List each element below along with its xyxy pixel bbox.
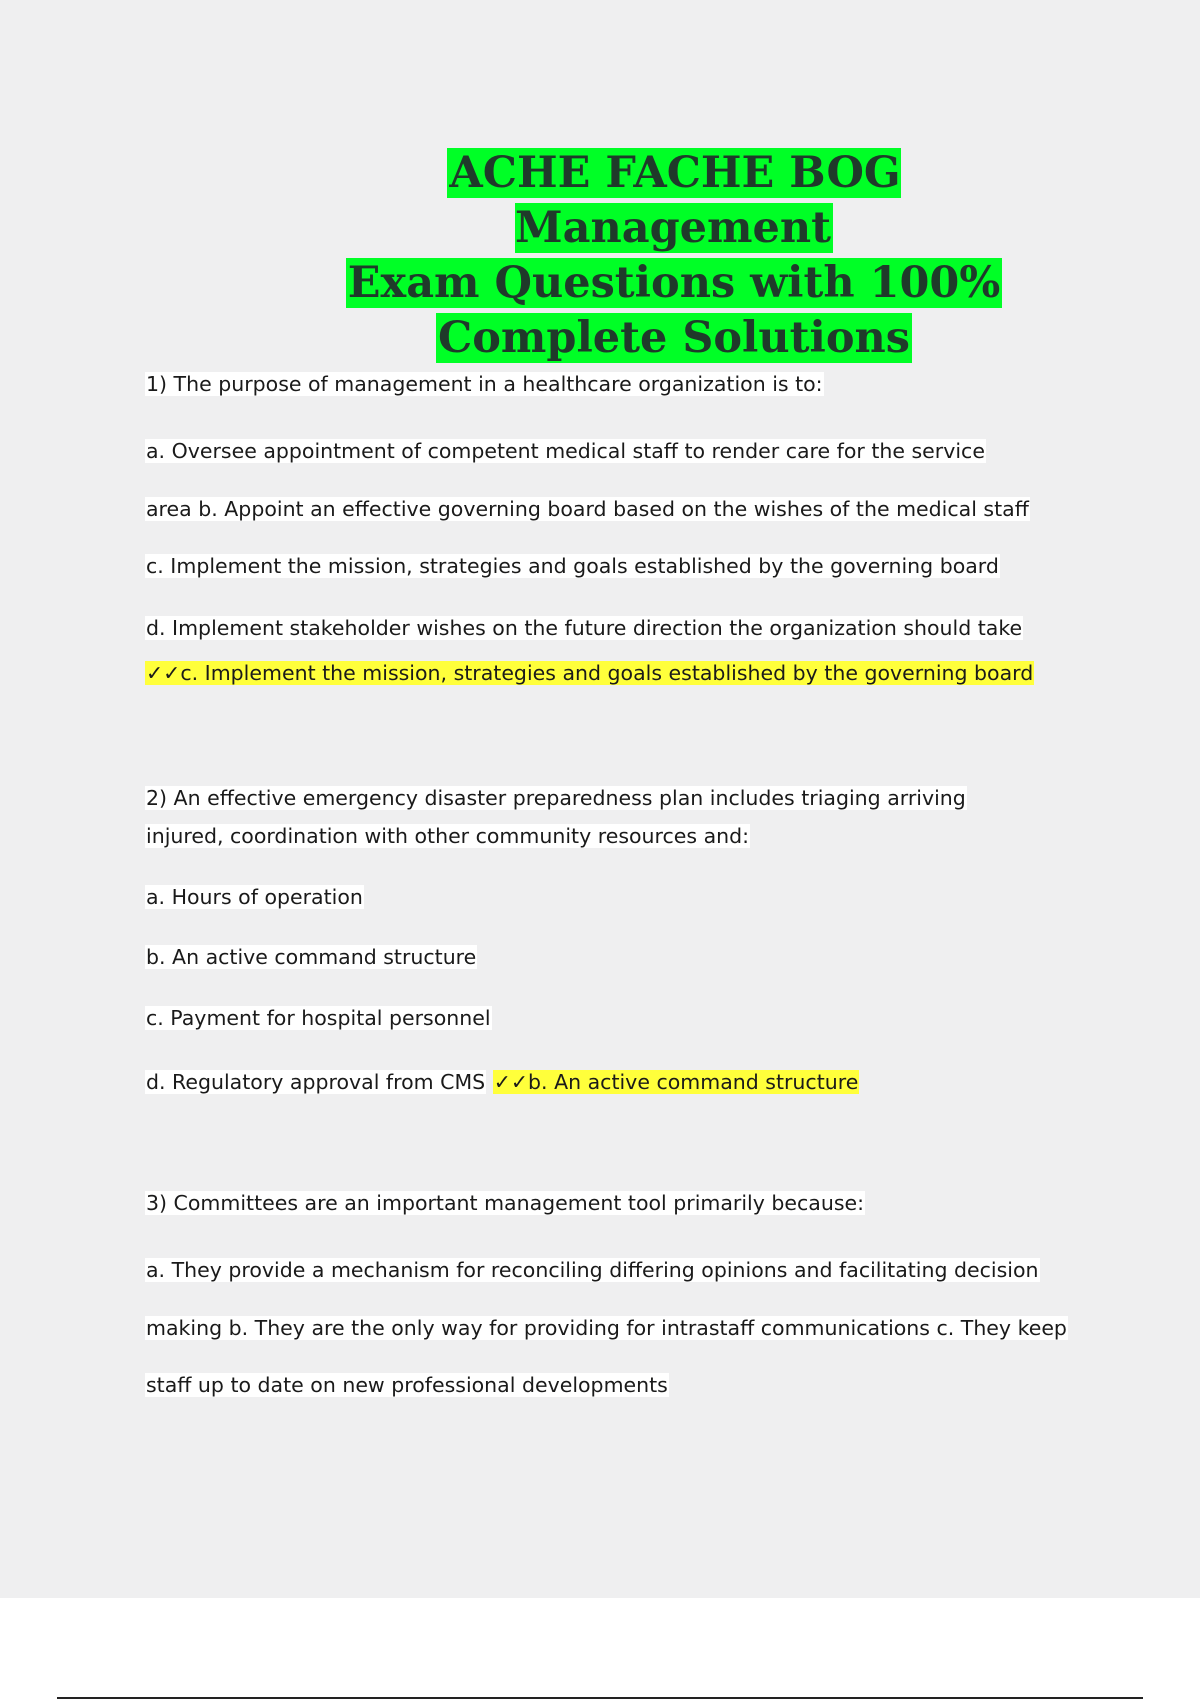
- q2-option-b: [145, 943, 477, 971]
- q2-question-line-1-text: 2) An effective emergency disaster preparedness plan includes triaging arriving: [146, 786, 966, 810]
- q3-line-1-text: a. They provide a mechanism for reconciling differing opinions and facilitating decision: [146, 1258, 1039, 1282]
- q2-question-line-1: [145, 784, 967, 812]
- q3-line-3: [145, 1371, 669, 1399]
- q2-option-a-text: a. Hours of operation: [146, 885, 363, 909]
- title-line-1: ACHE FACHE BOG Management: [449, 148, 901, 253]
- q2-option-a: [145, 883, 364, 911]
- q2-question-line-2-text: injured, coordination with other community resources and:: [146, 824, 750, 848]
- q3-line-2: [145, 1314, 1068, 1342]
- q1-option-a-text: a. Oversee appointment of competent medical staff to render care for the service: [146, 439, 985, 463]
- q3-line-2-text: making b. They are the only way for providing for intrastaff communications c. They keep: [146, 1316, 1067, 1340]
- q3-question-text: 3) Committees are an important management tool primarily because:: [146, 1191, 865, 1215]
- q1-option-a: [145, 437, 986, 465]
- document-title: [300, 146, 1048, 366]
- q1-option-d-text: d. Implement stakeholder wishes on the future direction the organization should take: [146, 616, 1023, 640]
- q1-answer: [145, 659, 1034, 687]
- q1-option-b: [145, 495, 1030, 523]
- footer-divider: [57, 1697, 1143, 1699]
- q2-option-c: [145, 1004, 492, 1032]
- q1-option-b-text: area b. Appoint an effective governing board based on the wishes of the medical staff: [146, 497, 1029, 521]
- q2-option-c-text: c. Payment for hospital personnel: [146, 1006, 491, 1030]
- q3-line-3-text: staff up to date on new professional developments: [146, 1373, 668, 1397]
- q1-option-c: [145, 552, 1000, 580]
- title-line-3: Complete Solutions: [437, 313, 911, 363]
- q3-question: [145, 1189, 865, 1217]
- q1-option-d: [145, 614, 1023, 642]
- q1-option-c-text: c. Implement the mission, strategies and goals established by the governing board: [146, 554, 999, 578]
- q3-line-1: [145, 1256, 1040, 1284]
- q2-option-d: [145, 1068, 859, 1096]
- q2-option-d-text: d. Regulatory approval from CMS: [146, 1070, 486, 1094]
- q2-option-b-text: b. An active command structure: [146, 945, 477, 969]
- q1-question: [145, 370, 824, 398]
- q1-question-text: 1) The purpose of management in a healthcare organization is to:: [146, 372, 823, 396]
- q2-question-line-2: [145, 822, 750, 850]
- q1-answer-text: ✓✓c. Implement the mission, strategies and goals established by the governing board: [146, 661, 1034, 685]
- q2-answer-text: ✓✓b. An active command structure: [493, 1070, 859, 1094]
- title-line-2: Exam Questions with 100%: [347, 258, 1001, 308]
